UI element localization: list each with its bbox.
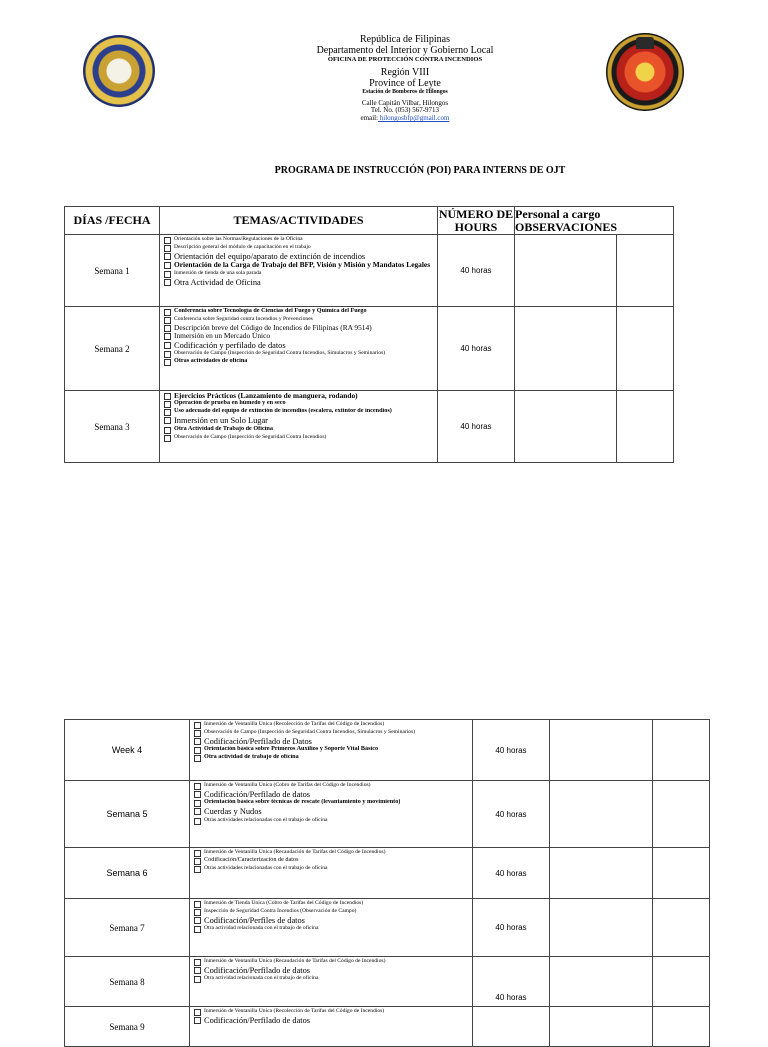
checkbox-icon[interactable] xyxy=(164,427,171,434)
activity-text: Codificación/Perfiles de datos xyxy=(204,916,305,925)
personnel-cell[interactable] xyxy=(550,720,653,781)
activity-item xyxy=(164,261,435,269)
activity-text: Inmersión de Ventanilla Única (Recolección de Tarifas del Código de Incendios) xyxy=(204,1008,385,1014)
activity-text: Orientación básica sobre Primeros Auxilios y Soporte Vital Básico xyxy=(204,746,379,753)
checkbox-icon[interactable] xyxy=(164,309,171,316)
activity-item xyxy=(164,244,435,252)
activity-text: Orientación básica sobre técnicas de rescate (levantamiento y movimiento) xyxy=(204,799,401,806)
activity-item xyxy=(164,308,435,316)
week-label: Semana 6 xyxy=(65,848,190,899)
activity-text: Conferencia sobre Seguridad contra Incendios y Prevenciones xyxy=(174,316,313,322)
activity-item xyxy=(164,408,435,416)
table-row xyxy=(65,720,710,781)
activities-cell xyxy=(190,781,473,848)
activity-item xyxy=(194,857,470,865)
activity-text: Otras actividades relacionadas con el trabajo de oficina xyxy=(204,816,328,823)
checkbox-icon[interactable] xyxy=(194,917,201,924)
activity-item xyxy=(194,916,470,925)
activity-text: Orientación de la Carga de Trabajo del BFP, Visión y Misión y Mandatos Legales xyxy=(174,261,431,270)
activities-cell xyxy=(190,1007,473,1047)
activity-item xyxy=(164,426,435,434)
activity-text: Orientación del equipo/aparato de extinción de incendios xyxy=(174,252,366,261)
activity-item xyxy=(164,270,435,278)
activity-text: Descripción breve del Código de Incendios de Filipinas (RA 9514) xyxy=(174,324,372,332)
remarks-cell[interactable] xyxy=(653,781,710,848)
activity-text: Observación de Campo (Inspección de Seguridad Contra Incendios, Simulacros y Seminarios) xyxy=(204,729,416,735)
activity-item xyxy=(194,754,470,762)
checkbox-icon[interactable] xyxy=(194,850,201,857)
activity-item xyxy=(164,236,435,244)
activity-item xyxy=(194,958,470,966)
activities-cell xyxy=(160,391,438,463)
activity-item xyxy=(194,782,470,790)
hours-cell: 40 horas xyxy=(473,781,550,848)
table-row xyxy=(65,1007,710,1047)
week-label: Semana 9 xyxy=(65,1007,190,1047)
checkbox-icon[interactable] xyxy=(194,755,201,762)
week-label: Semana 5 xyxy=(65,781,190,848)
header-personnel: Personal a cargo xyxy=(515,206,601,221)
checkbox-icon[interactable] xyxy=(164,253,171,260)
checkbox-icon[interactable] xyxy=(164,325,171,332)
personnel-cell[interactable] xyxy=(550,848,653,899)
activities-cell xyxy=(190,720,473,781)
checkbox-icon[interactable] xyxy=(164,245,171,252)
personnel-cell[interactable] xyxy=(515,391,617,463)
activity-item xyxy=(194,737,470,746)
region-line: Región VIII xyxy=(380,66,430,78)
personnel-cell[interactable] xyxy=(515,235,617,307)
checkbox-icon[interactable] xyxy=(194,959,201,966)
checkbox-icon[interactable] xyxy=(164,409,171,416)
activity-item xyxy=(164,316,435,324)
activity-item xyxy=(194,1008,470,1016)
personnel-cell[interactable] xyxy=(550,781,653,848)
table-row xyxy=(65,391,674,463)
table-row xyxy=(65,848,710,899)
activity-item xyxy=(194,849,470,857)
remarks-cell[interactable] xyxy=(617,235,674,307)
activity-item xyxy=(194,721,470,729)
activity-item xyxy=(164,416,435,425)
personnel-cell[interactable] xyxy=(550,957,653,1007)
checkbox-icon[interactable] xyxy=(194,858,201,865)
table-row xyxy=(65,781,710,848)
activity-text: Inmersión de Ventanilla Única (Recaudación de Tarifas del Código de Incendios) xyxy=(204,958,386,964)
activity-text: Codificación y perfilado de datos xyxy=(174,340,286,350)
activity-item xyxy=(194,746,470,754)
bfp-seal-right-icon xyxy=(606,33,684,111)
checkbox-icon[interactable] xyxy=(194,722,201,729)
week-label: Semana 2 xyxy=(65,307,160,391)
hours-cell: 40 horas xyxy=(438,391,515,463)
email-link[interactable]: hilongosbfp@gmail.com xyxy=(378,114,450,123)
checkbox-icon[interactable] xyxy=(164,317,171,324)
checkbox-icon[interactable] xyxy=(164,262,171,269)
activity-item xyxy=(164,252,435,261)
document-title: PROGRAMA DE INSTRUCCIÓN (POI) PARA INTERNS DE OJT xyxy=(274,165,566,176)
activity-item xyxy=(194,817,470,825)
week-label: Semana 3 xyxy=(65,391,160,463)
table-row xyxy=(65,307,674,391)
week-label: Week 4 xyxy=(65,720,190,781)
personnel-cell[interactable] xyxy=(550,899,653,957)
poi-table-page-1 xyxy=(64,206,674,463)
checkbox-icon[interactable] xyxy=(194,1009,201,1016)
activity-text: Descripción general del módulo de capacitación en el trabajo xyxy=(174,244,311,250)
checkbox-icon[interactable] xyxy=(164,393,171,400)
activity-text: Ejercicios Prácticos (Lanzamiento de manguera, rodando) xyxy=(174,392,358,400)
activity-text: Observación de Campo (Inspección de Seguridad Contra Incendios, Simulacros y Seminarios) xyxy=(174,349,386,356)
remarks-cell[interactable] xyxy=(653,899,710,957)
activity-item xyxy=(164,350,435,358)
email-label: email: xyxy=(360,114,379,123)
checkbox-icon[interactable] xyxy=(164,435,171,442)
checkbox-icon[interactable] xyxy=(164,237,171,244)
activity-text: Codificación/Caracterización de datos xyxy=(204,857,299,863)
header-topics: TEMAS/ACTIVIDADES xyxy=(160,207,438,235)
poi-table-page-2 xyxy=(64,719,710,1047)
checkbox-icon[interactable] xyxy=(164,342,171,349)
tel-line: Tel. No. (053) 567-9713 xyxy=(370,106,440,115)
activity-text: Uso adecuado del equipo de extinción de incendios (escalera, extintor de incendios) xyxy=(174,408,392,415)
week-label: Semana 7 xyxy=(65,899,190,957)
checkbox-icon[interactable] xyxy=(194,800,201,807)
activity-text: Codificación/Perfilado de datos xyxy=(204,966,311,975)
header-remarks: OBSERVACIONES xyxy=(515,219,618,234)
hours-cell: 40 horas xyxy=(438,235,515,307)
remarks-cell[interactable] xyxy=(653,957,710,1007)
activity-text: Inspección de Seguridad Contra Incendios (Observación de Campo) xyxy=(204,908,357,914)
activity-text: Otra actividad relacionada con el trabajo de oficina xyxy=(204,975,319,982)
checkbox-icon[interactable] xyxy=(164,271,171,278)
activity-text: Inmersión en un Solo Lugar xyxy=(174,416,268,426)
activity-text: Otras actividades de oficina xyxy=(174,357,248,364)
address-line: Calle Capitán Vilbar, Hilongos xyxy=(361,98,449,107)
activity-text: Codificación/Perfilado de Datos xyxy=(204,737,312,746)
activity-item xyxy=(164,278,435,287)
checkbox-icon[interactable] xyxy=(164,401,171,408)
activities-cell xyxy=(160,307,438,391)
activity-item xyxy=(194,966,470,975)
week-label: Semana 8 xyxy=(65,957,190,1007)
activity-text: Otras actividades relacionadas con el trabajo de oficina xyxy=(204,865,328,871)
checkbox-icon[interactable] xyxy=(164,333,171,340)
activity-text: Observación de Campo (Inspección de Seguridad Contra Incendios) xyxy=(174,433,327,440)
office-line: OFICINA DE PROTECCIÓN CONTRA INCENDIOS xyxy=(327,56,483,64)
checkbox-icon[interactable] xyxy=(164,351,171,358)
activity-item xyxy=(164,341,435,350)
week-label: Semana 1 xyxy=(65,235,160,307)
checkbox-icon[interactable] xyxy=(194,791,201,798)
header-hours: NÚMERO DE HOURS xyxy=(438,206,514,234)
activity-item xyxy=(164,400,435,408)
remarks-cell[interactable] xyxy=(653,848,710,899)
republic-line: República de Filipinas xyxy=(360,34,450,45)
letterhead xyxy=(210,34,600,123)
station-line: Estación de Bomberos de Hilongos xyxy=(362,89,448,96)
activity-text: Inmersión de Ventanilla Única (Cobro de Tarifas del Código de Incendios) xyxy=(204,782,371,788)
activity-item xyxy=(164,332,435,340)
department-line: Departamento del Interior y Gobierno Local xyxy=(316,45,494,57)
activity-item xyxy=(194,865,470,873)
table-row xyxy=(65,957,710,1007)
activity-text: Orientación sobre las Normas/Regulaciones de la Oficina xyxy=(174,236,303,242)
checkbox-icon[interactable] xyxy=(194,909,201,916)
hours-cell xyxy=(473,1007,550,1047)
activity-text: Inmersión en un Mercado Único xyxy=(174,332,271,341)
activity-item xyxy=(194,807,470,816)
bfp-seal-left-icon xyxy=(83,35,155,107)
activity-item xyxy=(194,799,470,807)
activity-text: Cuerdas y Nudos xyxy=(204,807,262,817)
activity-item xyxy=(164,434,435,442)
activities-cell xyxy=(190,957,473,1007)
table-row xyxy=(65,899,710,957)
activities-cell xyxy=(160,235,438,307)
activity-text: Inmersión de Ventanilla Única (Recaudación de Tarifas del Código de Incendios) xyxy=(204,849,386,855)
hours-cell: 40 horas xyxy=(438,307,515,391)
activity-item xyxy=(194,925,470,933)
checkbox-icon[interactable] xyxy=(194,730,201,737)
activity-text: Inmersión de Tienda Única (Cobro de Tarifas del Código de Incendios) xyxy=(204,900,364,906)
table-row xyxy=(65,235,674,307)
checkbox-icon[interactable] xyxy=(194,967,201,974)
remarks-cell[interactable] xyxy=(653,1007,710,1047)
activity-text: Otra Actividad de Oficina xyxy=(174,277,261,287)
hours-cell: 40 horas xyxy=(473,720,550,781)
checkbox-icon[interactable] xyxy=(194,818,201,825)
activity-text: Otra actividad de trabajo de oficina xyxy=(204,754,299,761)
checkbox-icon[interactable] xyxy=(164,417,171,424)
activity-item xyxy=(194,900,470,908)
header-days: DÍAS /FECHA xyxy=(65,207,160,235)
remarks-cell[interactable] xyxy=(653,720,710,781)
remarks-cell[interactable] xyxy=(617,391,674,463)
checkbox-icon[interactable] xyxy=(194,738,201,745)
checkbox-icon[interactable] xyxy=(164,359,171,366)
checkbox-icon[interactable] xyxy=(194,808,201,815)
activity-text: Otra actividad relacionada con el trabajo de oficina xyxy=(204,925,319,932)
checkbox-icon[interactable] xyxy=(194,783,201,790)
activity-text: Inmersión de tienda de una sola parada xyxy=(174,269,262,276)
checkbox-icon[interactable] xyxy=(194,976,201,983)
checkbox-icon[interactable] xyxy=(194,1017,201,1024)
checkbox-icon[interactable] xyxy=(194,866,201,873)
activity-text: Inmersión de Ventanilla Única (Recolección de Tarifas del Código de Incendios) xyxy=(204,721,385,727)
province-line: Province of Leyte xyxy=(369,77,441,89)
checkbox-icon[interactable] xyxy=(164,279,171,286)
activities-cell xyxy=(190,899,473,957)
activity-text: Conferencia sobre Tecnología de Ciencias del Fuego y Química del Fuego xyxy=(174,308,367,314)
activity-item xyxy=(164,392,435,400)
activity-item xyxy=(194,908,470,916)
activity-text: Operación de prueba en húmedo y en seco xyxy=(174,400,286,407)
activity-item xyxy=(164,324,435,332)
email-line xyxy=(210,115,600,123)
remarks-cell[interactable] xyxy=(617,307,674,391)
activity-text: Codificación/Perfilado de datos xyxy=(204,1016,311,1025)
checkbox-icon[interactable] xyxy=(194,926,201,933)
header-personnel-remarks xyxy=(515,207,674,235)
activity-item xyxy=(194,729,470,737)
activity-item xyxy=(194,975,470,983)
checkbox-icon[interactable] xyxy=(194,747,201,754)
activity-item xyxy=(194,790,470,799)
activity-text: Otra Actividad de Trabajo de Oficina xyxy=(174,425,273,432)
hours-cell: 40 horas xyxy=(473,899,550,957)
hours-cell: 40 horas xyxy=(473,957,550,1007)
personnel-cell[interactable] xyxy=(550,1007,653,1047)
activity-item xyxy=(164,358,435,366)
activity-text: Codificación/Perfilado de datos xyxy=(204,790,311,799)
hours-cell: 40 horas xyxy=(473,848,550,899)
activities-cell xyxy=(190,848,473,899)
table-header-row xyxy=(65,207,674,235)
personnel-cell[interactable] xyxy=(515,307,617,391)
checkbox-icon[interactable] xyxy=(194,901,201,908)
